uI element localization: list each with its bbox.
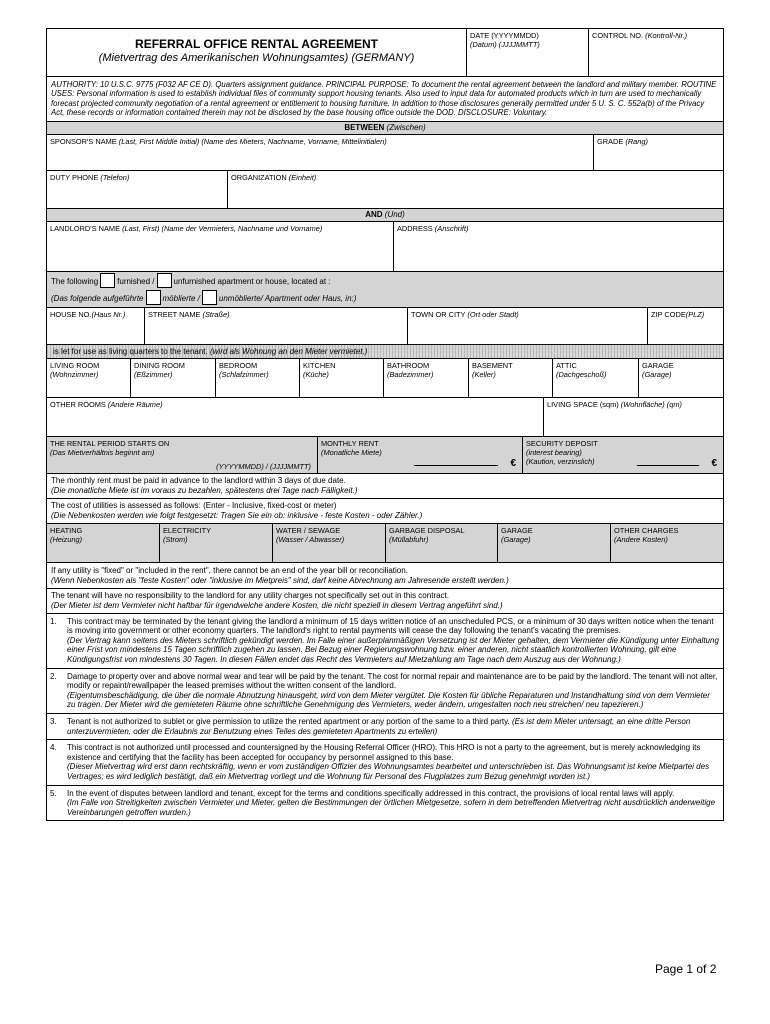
kitchen-field[interactable]: KITCHEN (Küche) (300, 359, 384, 397)
payment-row (47, 474, 723, 499)
other-charges-field[interactable]: OTHER CHARGES (Andere Kosten) (611, 524, 723, 562)
clause-number: 3. (50, 716, 57, 726)
control-label: CONTROL NO. (592, 31, 644, 40)
date-format-hint: (YYYYMMDD) / (JJJJMMTT) (216, 461, 311, 471)
furnished-checkbox[interactable] (100, 273, 115, 288)
street-name-field[interactable]: STREET NAME (Straße) (145, 308, 408, 344)
basement-field[interactable]: BASEMENT (Keller) (469, 359, 553, 397)
landlord-name-field[interactable]: LANDLORD'S NAME (Last, First) (Name der Vermieters, Nachname und Vorname) (47, 222, 394, 271)
landlord-row (47, 222, 723, 272)
fixed-note-row (47, 563, 723, 589)
grade-field[interactable]: GRADE (Rang) (597, 136, 648, 146)
security-deposit-field[interactable]: SECURITY DEPOSIT (interest bearing) (Kaution, verzinslich) € (523, 437, 723, 473)
clause-row-4 (47, 740, 723, 785)
attic-field[interactable]: ATTIC (Dachgeschoß) (553, 359, 639, 397)
rent-currency: € (510, 457, 516, 469)
clause-2: 2. Damage to property over and above normal wear and tear will be paid by the tenant. The cost for normal repair and maintenance are to be paid by the landlord. The tenant will not alter, modify or repaint/rewallpaper the leased premises without the written consent of the landlord. (Eigentumsbeschädigung, die über die normale Abnutzung hinausgeht, wird von dem Mieter vergütet. Die Kosten für übliche Reparaturen und Instandhaltung sind von dem Vermieter zu tragen. Der Mieter wird die gemieteten Räume ohne schriftliche Genehmigung des Vermieters, weder ändern, umgestalten noch neu streichen/ neu tapezieren.) (50, 671, 718, 710)
bathroom-field[interactable]: BATHROOM (Badezimmer) (384, 359, 469, 397)
clause-row-3 (47, 714, 723, 740)
sponsor-name-field[interactable]: SPONSOR'S NAME (Last, First Middle Initial) (Name des Mieters, Nachname, Vorname, Mittelinitialen) (47, 135, 594, 170)
clause-number: 4. (50, 743, 57, 753)
clause-5: 5. In the event of disputes between landlord and tenant, except for the terms and conditions specifically addressed in this contract, the provisions of local rental laws will apply. (Im Falle von Streitigkeiten zwischen Vermieter und Mieter, gelten die Bestimmungen der örtlichen Mietgesetze, sofern in dem betreffenden Mietvertrag nicht ausdrücklich anderweitige Vereinbarungen getroffen wurden.) (50, 788, 716, 817)
rental-start-field[interactable]: THE RENTAL PERIOD STARTS ON (Das Mietverhältnis beginnt am) (YYYYMMDD) / (JJJJMMTT) (47, 437, 318, 473)
between-row (47, 122, 723, 135)
unfurnished-checkbox[interactable] (157, 273, 172, 288)
header-row (47, 29, 723, 77)
landlord-address-field[interactable]: ADDRESS (Anschrift) (397, 223, 469, 233)
date-label: DATE (YYYYMMDD) (470, 31, 539, 40)
address-row (47, 308, 723, 345)
other-rooms-field[interactable]: OTHER ROOMS (Andere Räume) (47, 398, 544, 436)
garage-room-field[interactable]: GARAGE (Garage) (642, 360, 674, 379)
clause-3: 3. Tenant is not authorized to sublet or give permission to utilize the rented apartment or any portion of the same to a third party. (Es ist dem Mieter untersagt, an eine dritte Person unterzuvermieten, oder die Erlaubnis zur Benutzung eines Teiles des gemieteten Apartments zu erteilen) (50, 716, 691, 736)
responsibility-note: The tenant will have no responsibility to the landlord for any utility charges not specifically set out in this contract. (Der Mieter ist dem Vermieter nicht haftbar für irgendwelche andere Kosten, die nicht speziell in diesem Vertrag angeführt sind.) (51, 590, 503, 610)
unfurnished-checkbox-de[interactable] (202, 290, 217, 305)
living-room-field[interactable]: LIVING ROOM (Wohnzimmer) (47, 359, 131, 397)
clause-row-1 (47, 614, 723, 669)
date-label-de: (Datum) (JJJJMMTT) (470, 40, 540, 49)
clause-1: 1. This contract may be terminated by the tenant giving the landlord a minimum of 15 days written notice of an unscheduled PCS, or a minimum of 30 days written notice when the tenant is moving into government or other economy quarters. The landlord's right to rental payments will cease the day following the tenant's vacating the premises. (Der Vertrag kann seitens des Mieters schriftlich gekündigt werden. Im Falle einer außerplanmäßigen Versetzung ist der Mieter gehalten, dem Vermieter die Kündigung unter Einhaltung einer Frist von mindestens 15 Tagen schriftlich zugehen zu lassen. Bei Bezug einer Regierungswohnung bzw. einer anderen, nicht staatlich kontrollierten Wohnung, gilt eine Kündigungsfrist von mindestens 30 Tagen. In diesen Fällen endet das Recht des Vermieters auf Mietzahlung am Tage nach dem Auszug aus der Wohnung.) (50, 616, 719, 664)
other-rooms-row (47, 398, 723, 437)
authority-row (47, 77, 723, 122)
responsibility-row (47, 589, 723, 614)
rental-agreement-form (46, 28, 724, 821)
deposit-currency: € (711, 457, 717, 469)
monthly-rent-field[interactable]: MONTHLY RENT (Monatliche Miete) € (318, 437, 523, 473)
utilities-intro-row (47, 499, 723, 524)
house-no-field[interactable]: HOUSE NO.(Haus Nr.) (47, 308, 145, 344)
date-field[interactable] (467, 29, 589, 76)
electricity-field[interactable]: ELECTRICITY (Strom) (160, 524, 273, 562)
town-field[interactable]: TOWN OR CITY (Ort oder Stadt) (408, 308, 648, 344)
clause-4: 4. This contract is not authorized until processed and countersigned by the Housing Referral Officer (HRO). This HRO is not a party to the agreement, but is merely acknowledging its existence and certifying that the facility has been accepted for occupancy by personnel assigned to this base. (Dieser Mietvertrag wird erst dann rechtskräftig, wenn er vom zuständigen Offizier des Wohnungsamtes bearbeitet und unterschrieben ist. Das Wohnungsamt ist keine Mietpartei des Vertrages; es wird lediglich bestätigt, daß ein Mietvertrag vorliegt und die Wohnung für Personal des Flugplatzes zum Bezug genehmigt worden ist.) (50, 743, 710, 781)
rooms-intro: is let for use as living quarters to the tenant. (wird als Wohnung an den Mieter vermietet.) (47, 345, 723, 358)
garage-utility-field[interactable]: GARAGE (Garage) (498, 524, 611, 562)
property-type-row (47, 272, 723, 308)
clause-number: 1. (50, 616, 57, 626)
clause-row-5 (47, 786, 723, 821)
zip-code-field[interactable]: ZIP CODE(PLZ) (651, 309, 705, 319)
fixed-cost-note: If any utility is "fixed" or "included in the rent", there cannot be an end of the year bill or reconciliation. (Wenn Nebenkosten als "feste Kosten" oder "inklusive im Mietpreis" sind, darf keine Abrechnung am Jahresende erstellt werden.) (51, 565, 509, 585)
clause-number: 2. (50, 671, 57, 681)
rooms-intro-row (47, 345, 723, 359)
control-no-field[interactable] (589, 29, 723, 76)
duty-phone-field[interactable]: DUTY PHONE (Telefon) (47, 171, 228, 208)
between-heading: BETWEEN (Zwischen) (47, 122, 723, 134)
water-sewage-field[interactable]: WATER / SEWAGE (Wasser / Abwasser) (273, 524, 386, 562)
phone-org-row (47, 171, 723, 209)
utilities-row (47, 524, 723, 563)
bedroom-field[interactable]: BEDROOM (Schlafzimmer) (216, 359, 300, 397)
organization-field[interactable]: ORGANIZATION (Einheit) (231, 172, 317, 182)
and-heading: AND (Und) (47, 209, 723, 221)
sponsor-row (47, 135, 723, 171)
living-space-field[interactable]: LIVING SPACE (sqm) (Wohnfläche) (qm) (547, 399, 682, 409)
rooms-row (47, 359, 723, 398)
payment-terms: The monthly rent must be paid in advance to the landlord within 3 days of due date. (Die monatliche Miete ist im voraus zu bezahlen, spätestens drei Tage nach Fälligkeit.) (51, 475, 358, 495)
rent-underline (414, 465, 498, 466)
dining-room-field[interactable]: DINING ROOM (Eßzimmer) (131, 359, 216, 397)
deposit-underline (637, 465, 699, 466)
and-row (47, 209, 723, 222)
garbage-disposal-field[interactable]: GARBAGE DISPOSAL (Müllabfuhr) (386, 524, 498, 562)
page-subtitle: (Mietvertrag des Amerikanischen Wohnungsamtes) (GERMANY) (98, 52, 415, 64)
property-type-block: The following furnished / unfurnished apartment or house, located at : (Das folgende aufgeführte möblierte / unmöblierte/ Apartment oder Haus, in:) (47, 272, 723, 307)
clause-number: 5. (50, 788, 57, 798)
furnished-checkbox-de[interactable] (146, 290, 161, 305)
authority-statement: AUTHORITY: 10 U.S.C. 9775 (F032 AF CE D). Quarters assignment guidance. PRINCIPAL PURPOSE: To document the rental agreement between the landlord and military member. ROUTINE USES: Personal information is used to establish individual files of community support housing tenants. Also used to input data for automated products which in turn are used to mechanically forecast projected community negotiation of a rental agreement or entitlement to housing furniture. In addition to those disclosures generally permitted under 5 U. S. C. 552a(b) of the Privacy Act, these records or information contained therein may not be disclosed by the base housing office outside the DOD. DISCLOSURE: Voluntary. (51, 80, 717, 118)
control-label-de: (Kontroll-Nr.) (645, 31, 688, 40)
heating-field[interactable]: HEATING (Heizung) (47, 524, 160, 562)
rental-row (47, 437, 723, 474)
title-block (47, 29, 467, 76)
clause-row-2 (47, 669, 723, 714)
utilities-intro: The cost of utilities is assessed as follows: (Enter - Inclusive, fixed-cost or meter) (Die Nebenkosten werden wie folgt festgesetzt: Tragen Sie ein ob: inklusive - feste Kosten - oder Zähler.) (51, 500, 423, 520)
page-title: REFERRAL OFFICE RENTAL AGREEMENT (135, 37, 378, 51)
page-number: Page 1 of 2 (655, 962, 717, 976)
